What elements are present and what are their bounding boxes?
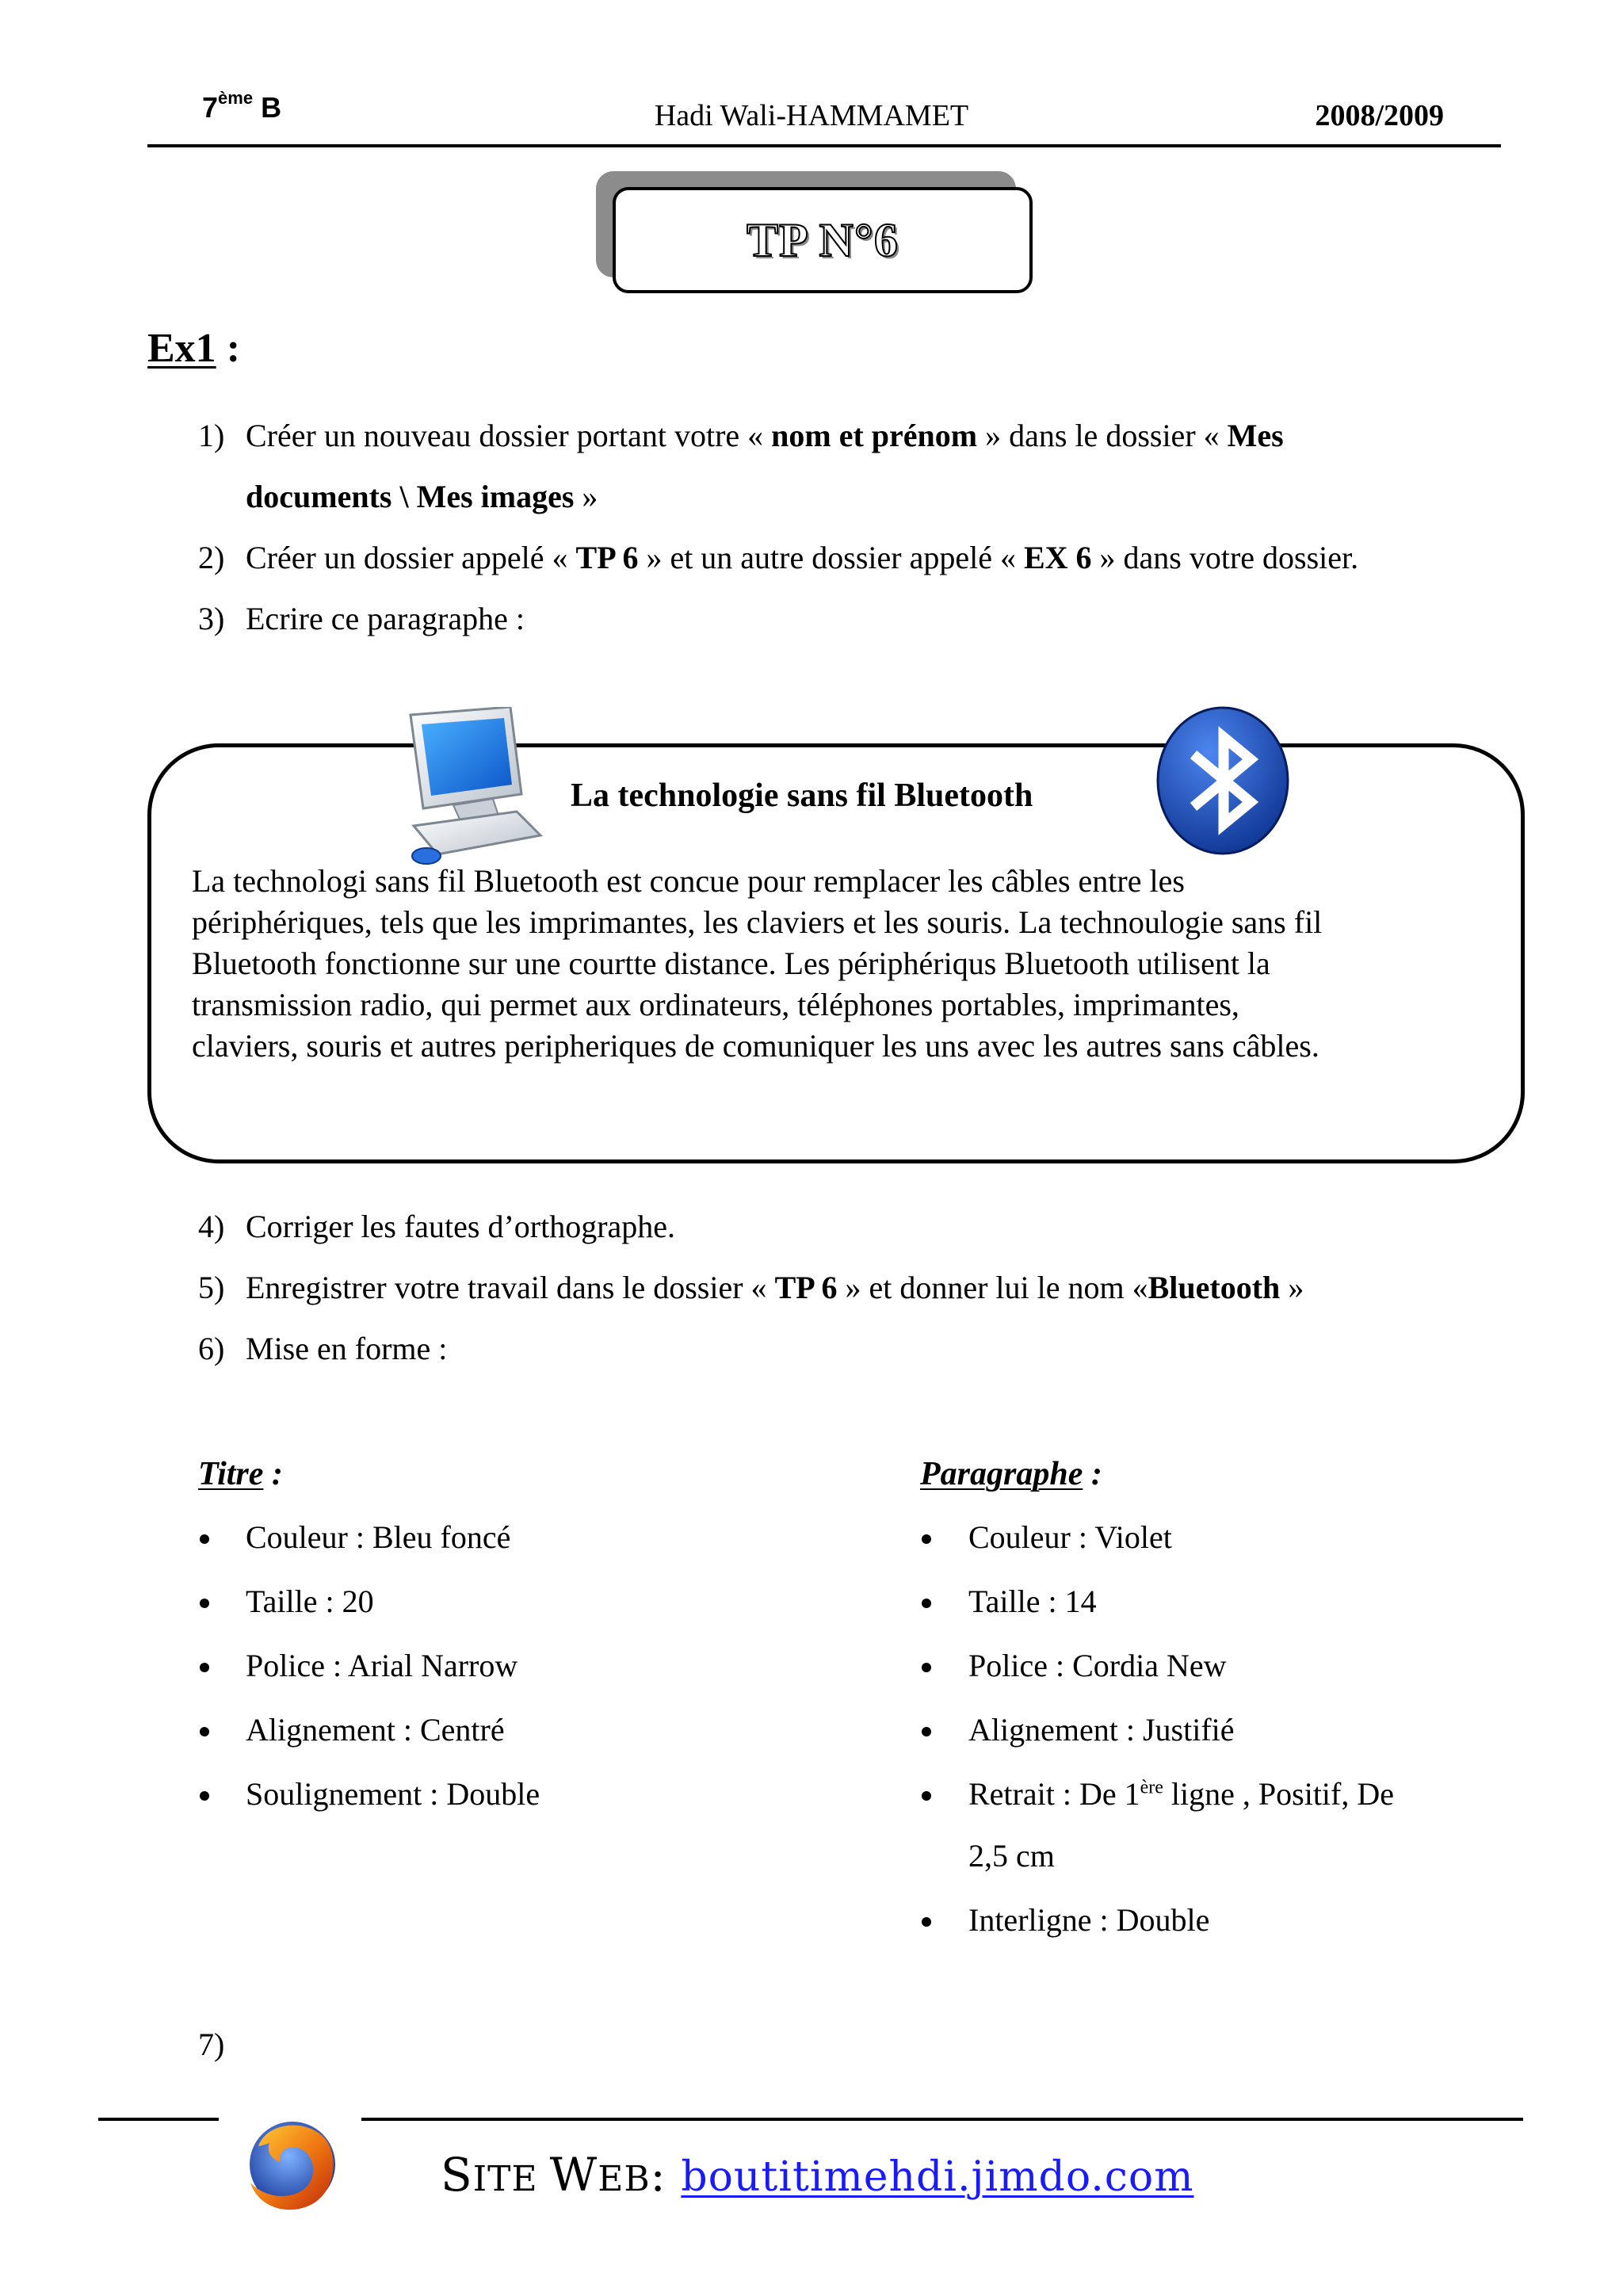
bullet-dot — [200, 1534, 209, 1544]
step-number: 2) — [198, 540, 225, 575]
step-6: Mise en forme : — [246, 1331, 448, 1366]
paragraphe-item: Interligne : Double — [968, 1902, 1210, 1938]
footer-divider-left — [98, 2118, 219, 2121]
titre-item: Couleur : Bleu foncé — [246, 1519, 511, 1555]
paragraphe-item: Taille : 14 — [968, 1584, 1097, 1619]
step-number: 1) — [198, 418, 225, 453]
step-7: 7) — [198, 2027, 225, 2062]
header-divider — [147, 144, 1501, 147]
footer-divider-right — [361, 2118, 1523, 2121]
titre-item: Police : Arial Narrow — [246, 1648, 518, 1683]
step-5: Enregistrer votre travail dans le dossier « TP 6 » et donner lui le nom «Bluetooth » — [246, 1270, 1304, 1305]
school-year: 2008/2009 — [1315, 99, 1444, 132]
exercise-heading: Ex1 : — [147, 326, 241, 371]
paragraphe-item: Police : Cordia New — [968, 1648, 1227, 1683]
bluetooth-icon — [1155, 705, 1290, 856]
firefox-logo-icon — [242, 2115, 342, 2214]
paragraphe-heading: Paragraphe : — [920, 1456, 1102, 1492]
titre-item: Alignement : Centré — [246, 1712, 505, 1748]
bullet-dot — [922, 1599, 931, 1608]
titre-heading: Titre : — [198, 1456, 283, 1492]
step-3: Ecrire ce paragraphe : — [246, 601, 525, 636]
title-box — [613, 187, 1033, 293]
titre-item: Soulignement : Double — [246, 1776, 540, 1812]
bullet-dot — [922, 1917, 931, 1927]
paragraphe-item-retrait: Retrait : De 1ère ligne , Positif, De — [968, 1776, 1394, 1812]
paragraphe-item: Alignement : Justifié — [968, 1712, 1235, 1748]
bullet-dot — [922, 1727, 931, 1736]
step-4: Corriger les fautes d’orthographe. — [246, 1209, 676, 1244]
step-number: 6) — [198, 1331, 225, 1366]
computer-monitor-icon — [406, 707, 545, 865]
bullet-dot — [922, 1791, 931, 1801]
bullet-dot — [922, 1663, 931, 1672]
site-link[interactable]: boutitimehdi.jimdo.com — [681, 2153, 1194, 2201]
bluetooth-paragraph: La technologi sans fil Bluetooth est concue pour remplacer les câbles entre les périphériques, tels que les imprimantes, les claviers et les souris. La technoulogie sans fil Bluetooth fonctionne sur une courtte distance. Les périphériqus Bluetooth utilisent la transmission radio, qui permet aux ordinateurs, téléphones portables, imprimantes, claviers, souris et autres peripheriques de comuniquer les uns avec les autres sans câbles. — [192, 863, 1323, 1064]
step-2: Créer un dossier appelé « TP 6 » et un autre dossier appelé « EX 6 » dans votre dossier. — [246, 540, 1359, 575]
step-number: 3) — [198, 601, 225, 636]
bullet-dot — [200, 1599, 209, 1608]
author-name: Hadi Wali-HAMMAMET — [654, 99, 969, 132]
bullet-dot — [200, 1727, 209, 1736]
page-title: TP N°6 — [747, 213, 899, 266]
step-1-line-2: documents \ Mes images » — [246, 479, 598, 514]
bullet-dot — [922, 1534, 931, 1544]
bullet-dot — [200, 1663, 209, 1672]
paragraphe-item-retrait-cont: 2,5 cm — [968, 1838, 1055, 1874]
paragraphe-item: Couleur : Violet — [968, 1519, 1172, 1555]
titre-item: Taille : 20 — [246, 1584, 374, 1619]
footer-site: SITE WEB: boutitimehdi.jimdo.com — [441, 2148, 1194, 2202]
bluetooth-heading: La technologie sans fil Bluetooth — [571, 777, 1033, 814]
step-1-line-1: Créer un nouveau dossier portant votre « nom et prénom » dans le dossier « Mes — [246, 418, 1284, 453]
step-number: 5) — [198, 1270, 225, 1305]
class-label: 7ème B — [202, 88, 282, 124]
step-number: 4) — [198, 1209, 225, 1244]
bullet-dot — [200, 1791, 209, 1801]
